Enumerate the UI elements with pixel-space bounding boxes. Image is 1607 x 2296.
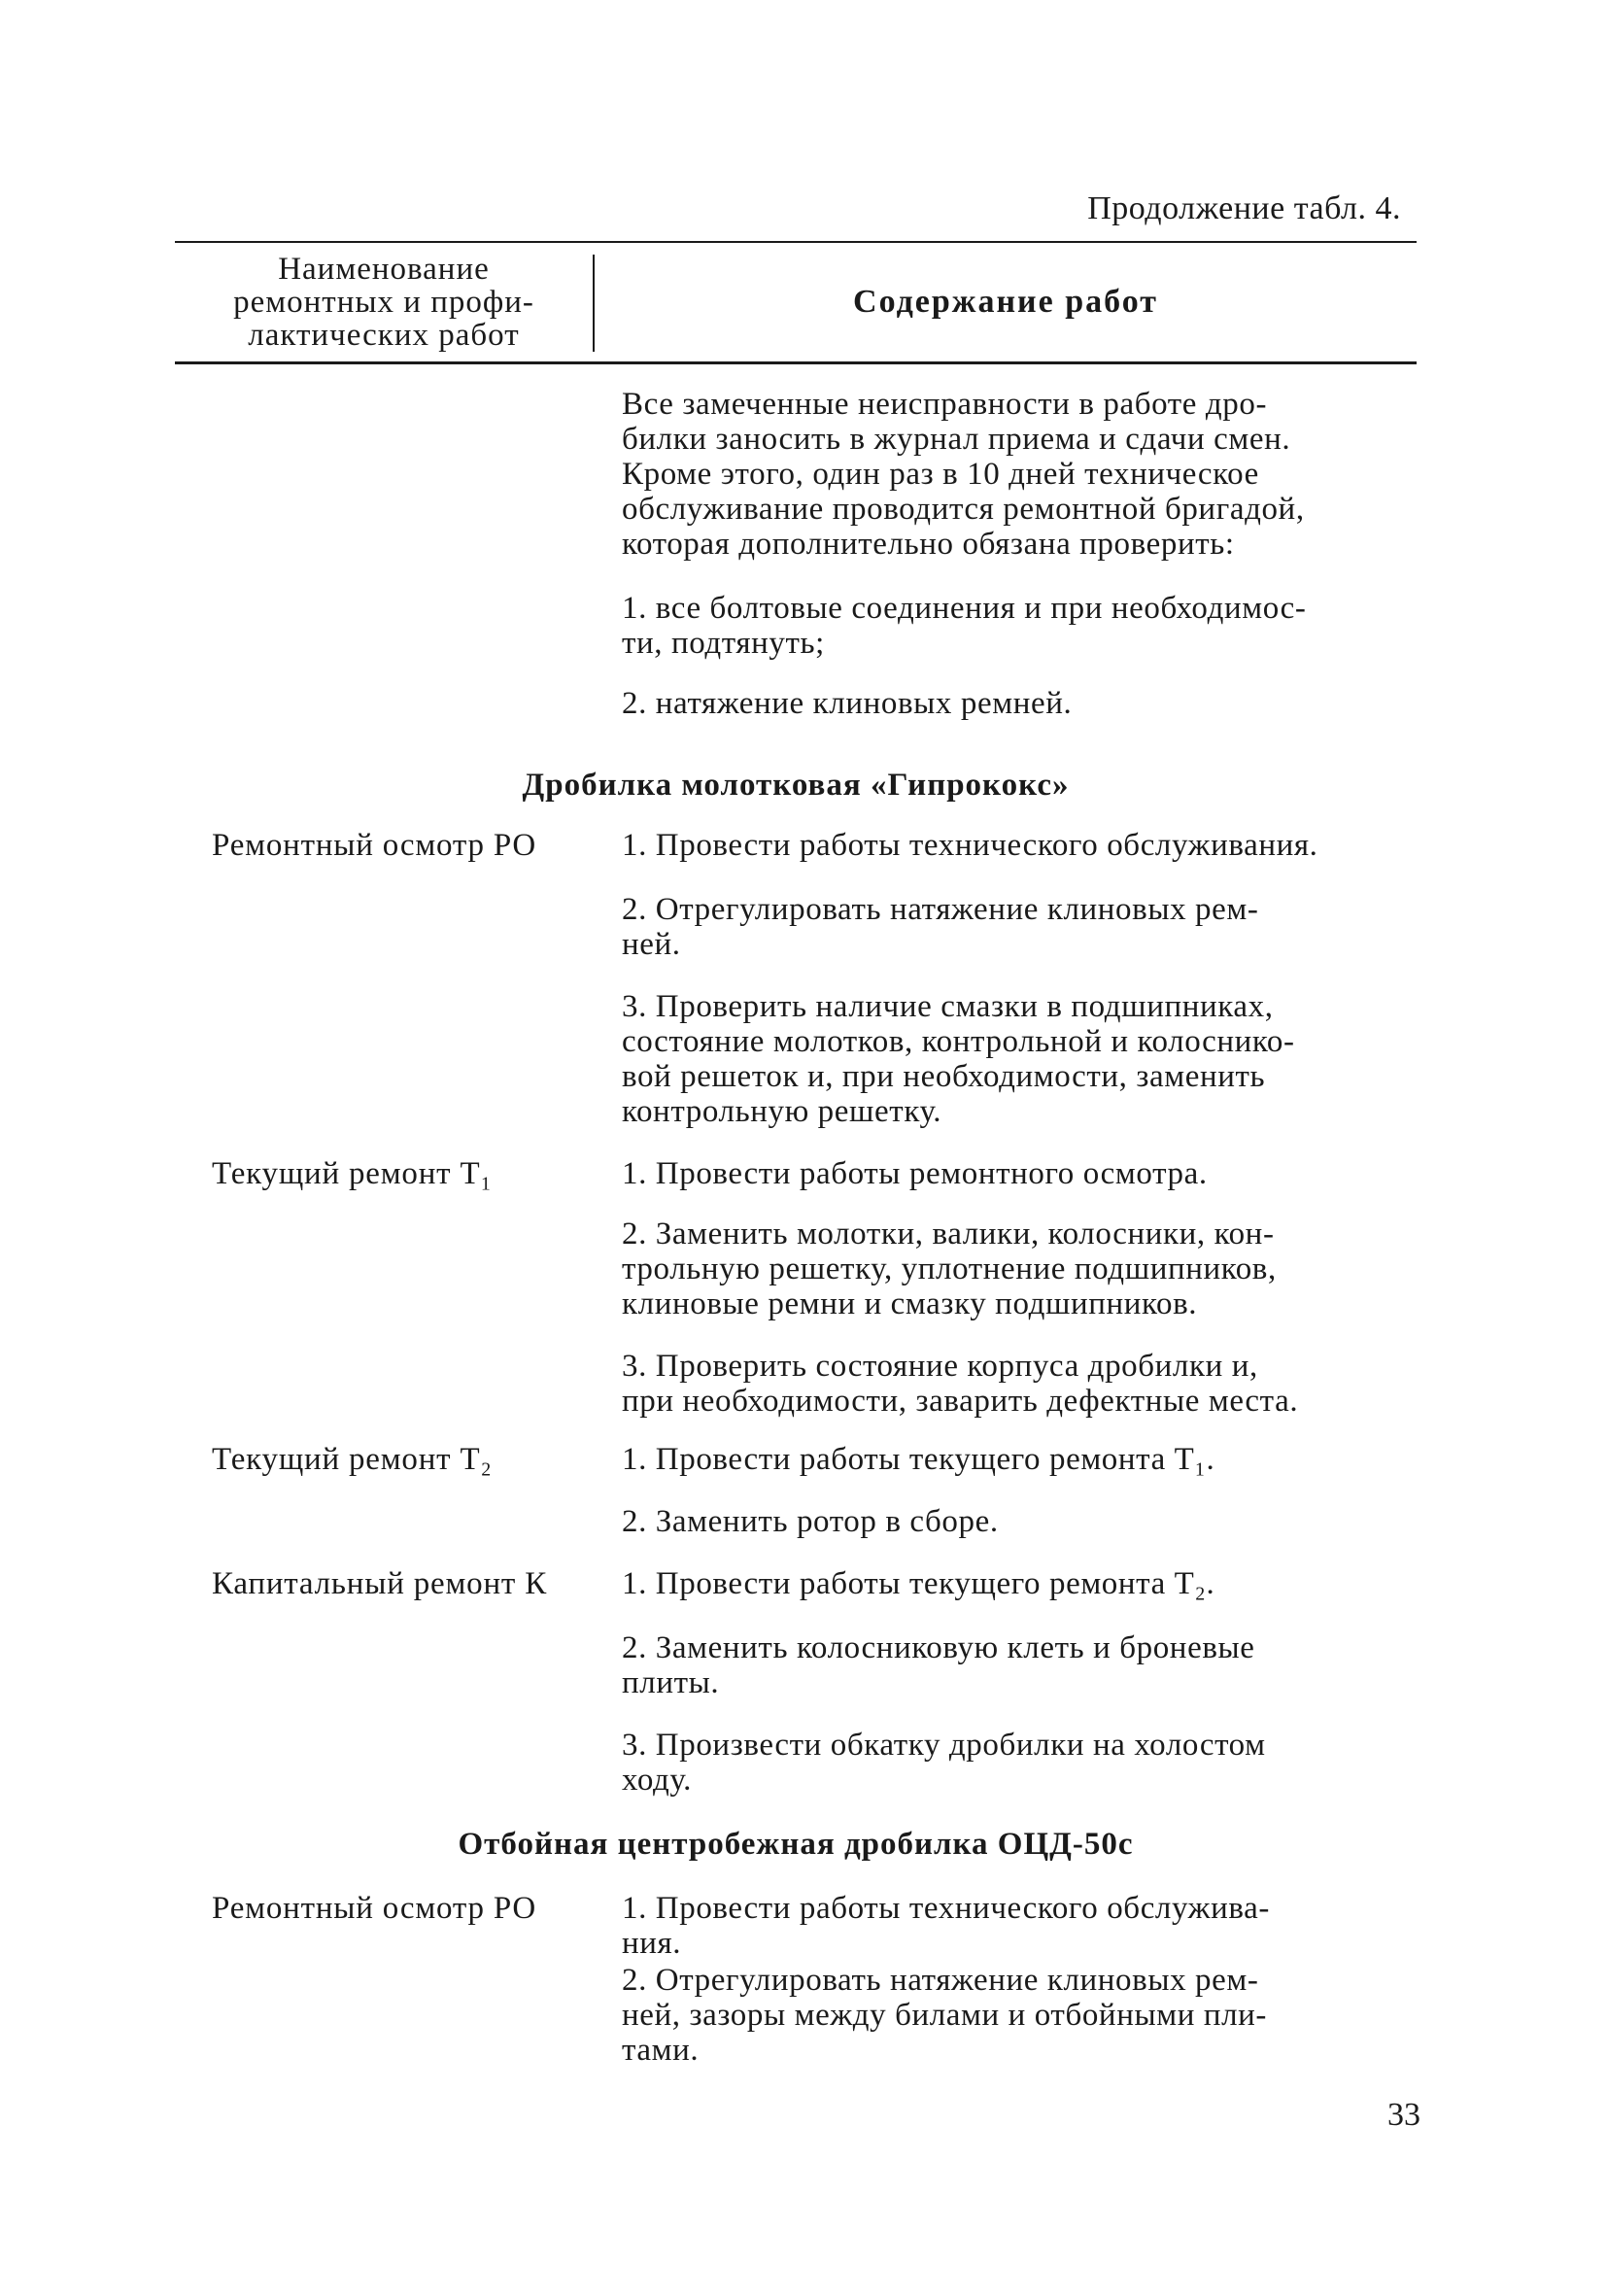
text-line: ти, подтянуть; bbox=[622, 626, 825, 661]
label-capital-repair: Капитальный ремонт К bbox=[212, 1566, 548, 1601]
text-line: вой решеток и, при необходимости, заменить bbox=[622, 1059, 1266, 1094]
text-line: билки заносить в журнал приема и сдачи смен. bbox=[622, 422, 1291, 457]
text-line: состояние молотков, контрольной и колоснико- bbox=[622, 1024, 1295, 1059]
text-line: 1. Провести работы технического обслуживания. bbox=[622, 828, 1318, 863]
text-line: 2. Заменить колосниковую клеть и броневые bbox=[622, 1630, 1255, 1665]
t2-item-1 bbox=[622, 1442, 1419, 1477]
label-repair-inspection: Ремонтный осмотр РО bbox=[212, 828, 537, 863]
ro-item-3 bbox=[622, 989, 1419, 1129]
label-current-repair-t2: Текущий ремонт Т₂ bbox=[212, 1442, 493, 1477]
header-col1-line: лактических работ bbox=[248, 318, 520, 353]
label-current-repair-t1: Текущий ремонт Т₁ bbox=[212, 1156, 493, 1191]
text-line: Кроме этого, один раз в 10 дней техническое bbox=[622, 457, 1259, 492]
t1-item-2 bbox=[622, 1217, 1419, 1321]
t1-item-3 bbox=[622, 1349, 1419, 1419]
k-item-3 bbox=[622, 1728, 1419, 1798]
t1-item-1 bbox=[622, 1156, 1419, 1191]
text-line: трольную решетку, уплотнение подшипников, bbox=[622, 1251, 1277, 1286]
text-line: ней, зазоры между билами и отбойными пли- bbox=[622, 1998, 1267, 2033]
text-line: клиновые ремни и смазку подшипников. bbox=[622, 1286, 1198, 1321]
text-line: 3. Проверить состояние корпуса дробилки и, bbox=[622, 1349, 1258, 1384]
k-item-1 bbox=[622, 1566, 1419, 1601]
intro-item-2: 2. натяжение клиновых ремней. bbox=[622, 686, 1073, 721]
text-line: которая дополнительно обязана проверить: bbox=[622, 527, 1235, 562]
ro2-item-2 bbox=[622, 1963, 1419, 2068]
text-line: 2. Заменить ротор в сборе. bbox=[622, 1504, 999, 1539]
intro-paragraph bbox=[622, 387, 1419, 562]
ro-item-2 bbox=[622, 892, 1419, 962]
text-line: ходу. bbox=[622, 1763, 693, 1798]
text-line: 3. Проверить наличие смазки в подшипниках, bbox=[622, 989, 1274, 1024]
intro-item-1 bbox=[622, 591, 1419, 661]
text-line: ней. bbox=[622, 927, 681, 962]
t2-item-2 bbox=[622, 1504, 1419, 1539]
text-line: 1. Провести работы текущего ремонта Т₂. bbox=[622, 1566, 1215, 1601]
text-line: контрольную решетку. bbox=[622, 1094, 942, 1129]
header-col-work-content: Содержание работ bbox=[853, 284, 1158, 320]
text-line: 1. все болтовые соединения и при необходимос- bbox=[622, 591, 1307, 626]
text-line: 1. Провести работы текущего ремонта Т₁. bbox=[622, 1442, 1215, 1477]
text-line: 1. Провести работы технического обслужива- bbox=[622, 1891, 1270, 1926]
ro2-item-1 bbox=[622, 1891, 1419, 1961]
table-header bbox=[175, 241, 1417, 364]
table-continuation-caption: Продолжение табл. 4. bbox=[1087, 190, 1401, 226]
text-line: при необходимости, заварить дефектные места. bbox=[622, 1384, 1299, 1419]
text-line: 1. Провести работы ремонтного осмотра. bbox=[622, 1156, 1208, 1191]
label-repair-inspection-2: Ремонтный осмотр РО bbox=[212, 1891, 537, 1926]
text-line: обслуживание проводится ремонтной бригадой, bbox=[622, 492, 1305, 527]
text-line: плиты. bbox=[622, 1665, 720, 1700]
page-number: 33 bbox=[1387, 2097, 1420, 2133]
text-line: 2. Отрегулировать натяжение клиновых рем- bbox=[622, 892, 1259, 927]
section-title-hammer-crusher: Дробилка молотковая «Гипрококс» bbox=[522, 768, 1070, 803]
text-line: Все замеченные неисправности в работе дро- bbox=[622, 387, 1268, 422]
header-col1-line: Наименование bbox=[278, 252, 490, 287]
section-title-centrifugal-crusher: Отбойная центробежная дробилка ОЦД-50с bbox=[458, 1827, 1134, 1862]
text-line: 3. Произвести обкатку дробилки на холостом bbox=[622, 1728, 1266, 1763]
text-line: 2. Отрегулировать натяжение клиновых рем- bbox=[622, 1963, 1259, 1998]
ro-item-1 bbox=[622, 828, 1419, 863]
text-line: тами. bbox=[622, 2033, 700, 2068]
text-line: 2. Заменить молотки, валики, колосники, кон- bbox=[622, 1217, 1275, 1251]
text-line: ния. bbox=[622, 1926, 682, 1961]
header-col-work-name bbox=[175, 243, 593, 361]
k-item-2 bbox=[622, 1630, 1419, 1700]
header-col1-line: ремонтных и профи- bbox=[233, 285, 534, 320]
